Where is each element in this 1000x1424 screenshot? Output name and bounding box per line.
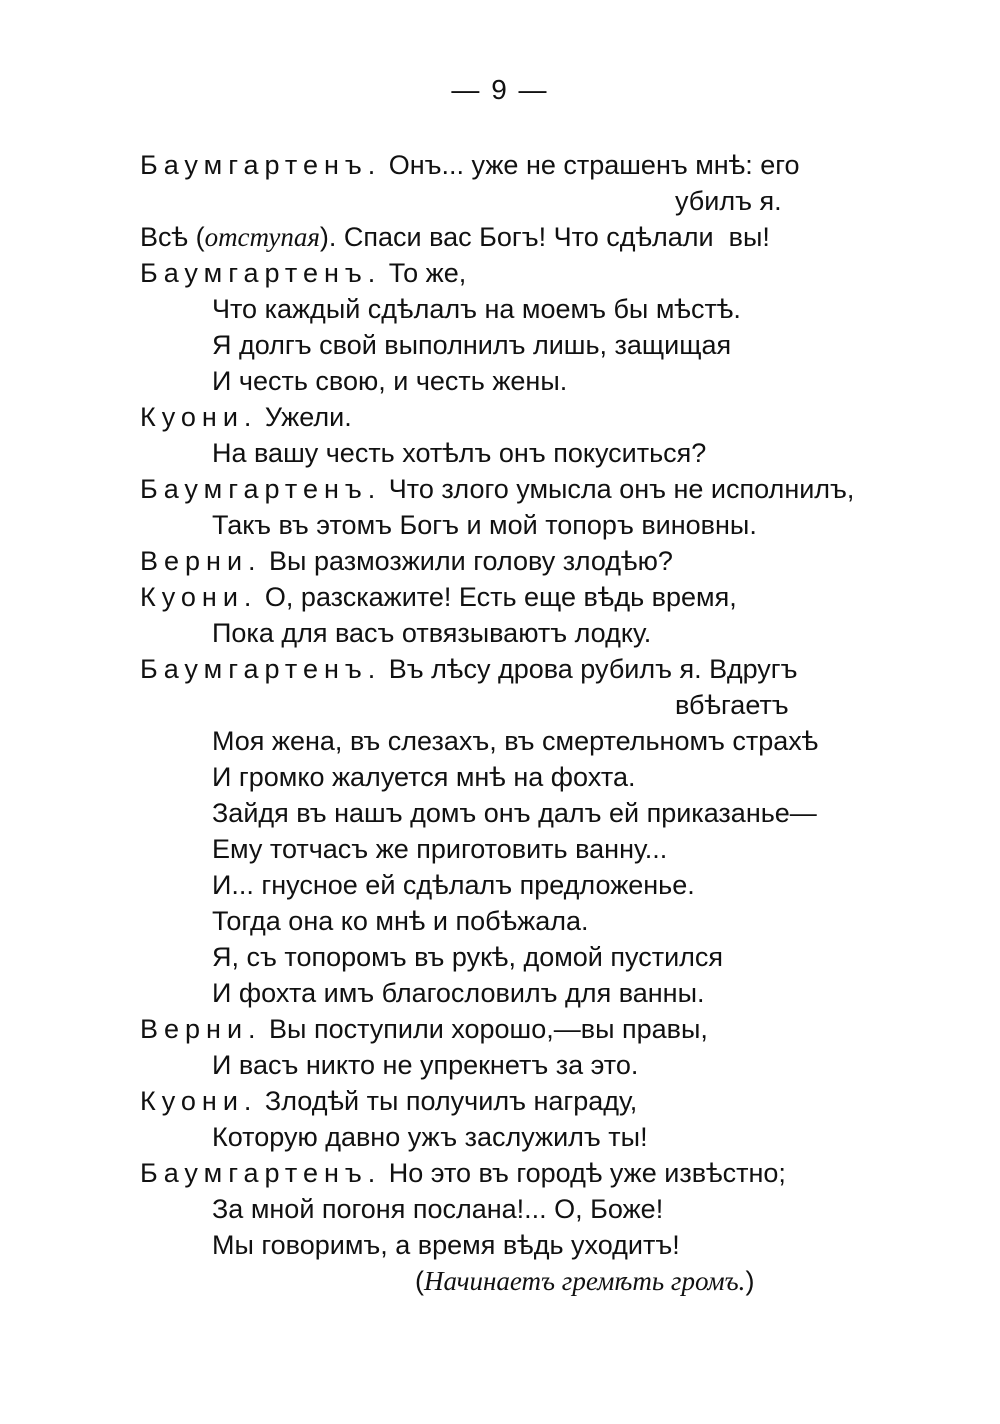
speaker-name: Куони. (140, 1086, 258, 1116)
line-26 (212, 1048, 638, 1082)
line-24 (212, 976, 704, 1010)
line-text: Но это въ городѣ уже извѣстно; (381, 1158, 786, 1188)
speaker-name: Баумгартенъ. (140, 150, 382, 180)
line-16 (675, 688, 789, 722)
line-text: Ему тотчасъ же приготовить ванну... (212, 834, 668, 864)
line-11 (212, 508, 757, 542)
line-text: убилъ я. (675, 186, 782, 216)
line-6 (212, 328, 731, 362)
line-text: И... гнусное ей сдѣлалъ предложенье. (212, 870, 695, 900)
page-number: — 9 — (451, 74, 549, 105)
line-31 (212, 1228, 680, 1262)
speaker-name: Куони. (140, 582, 258, 612)
line-21 (212, 868, 695, 902)
line-30 (212, 1192, 663, 1226)
line-7 (212, 364, 567, 398)
line-text: Злодѣй ты получилъ награду, (257, 1086, 638, 1116)
line-13 (140, 580, 737, 614)
line-text: И васъ никто не упрекнетъ за это. (212, 1050, 639, 1080)
line-text: Что злого умысла онъ не исполнилъ, (381, 474, 855, 504)
line-text: Что каждый сдѣлалъ на моемъ бы мѣстѣ. (212, 294, 741, 324)
line-28 (212, 1120, 648, 1154)
speaker-name: Верни. (140, 1014, 262, 1044)
stage-direction: Начинаетъ гремѣть громъ. (424, 1266, 746, 1296)
line-text: Вы поступили хорошо,—вы правы, (261, 1014, 708, 1044)
line-17 (212, 724, 818, 758)
speaker-name: Баумгартенъ. (140, 474, 382, 504)
line-2 (675, 184, 782, 218)
line-text: Мы говоримъ, а время вѣдь уходитъ! (212, 1230, 680, 1260)
line-text: ( (415, 1266, 424, 1296)
line-27 (140, 1084, 637, 1118)
line-23 (212, 940, 723, 974)
line-18 (212, 760, 635, 794)
line-12 (140, 544, 673, 578)
speaker-name: Баумгартенъ. (140, 654, 382, 684)
line-text: Я, съ топоромъ въ рукѣ, домой пустился (212, 942, 724, 972)
line-19 (212, 796, 817, 830)
speaker-name: Куони. (140, 402, 258, 432)
line-text: Вы размозжили голову злодѣю? (261, 546, 673, 576)
line-text: Которую давно ужъ заслужилъ ты! (212, 1122, 648, 1152)
line-3 (140, 220, 770, 254)
line-8 (140, 400, 352, 434)
line-text: Онъ... уже не страшенъ мнѣ: его (381, 150, 800, 180)
line-5 (212, 292, 741, 326)
line-text: И честь свою, и честь жены. (212, 366, 568, 396)
stage-direction: отступая (204, 222, 320, 252)
line-15 (140, 652, 798, 686)
speaker-name: Баумгартенъ. (140, 258, 382, 288)
line-text: Тогда она ко мнѣ и побѣжала. (212, 906, 589, 936)
line-text: За мной погоня послана!... О, Боже! (212, 1194, 664, 1224)
line-text: Я долгъ свой выполнилъ лишь, защищая (212, 330, 732, 360)
stage-direction-line (415, 1264, 754, 1298)
line-1 (140, 148, 800, 182)
line-text: Такъ въ этомъ Богъ и мой топоръ виновны. (212, 510, 757, 540)
line-20 (212, 832, 667, 866)
line-text: ). Спаси вас Богъ! Что сдѣлали вы! (319, 222, 770, 252)
line-text: То же, (381, 258, 467, 288)
line-text: На вашу честь хотѣлъ онъ покуситься? (212, 438, 707, 468)
line-text: ) (745, 1266, 755, 1296)
line-text: Ужели. (257, 402, 352, 432)
line-9 (212, 436, 706, 470)
line-text: Зайдя въ нашъ домъ онъ далъ ей приказанье— (212, 798, 817, 828)
line-text: О, разскажите! Есть еще вѣдь время, (257, 582, 737, 612)
line-14 (212, 616, 651, 650)
speaker-name: Всѣ (140, 222, 189, 252)
line-text: вбѣгаетъ (675, 690, 789, 720)
line-29 (140, 1156, 786, 1190)
line-text: ( (188, 222, 205, 252)
line-25 (140, 1012, 708, 1046)
speaker-name: Верни. (140, 546, 262, 576)
line-text: И фохта имъ благословилъ для ванны. (212, 978, 705, 1008)
line-text: Пока для васъ отвязываютъ лодку. (212, 618, 652, 648)
line-text: И громко жалуется мнѣ на фохта. (212, 762, 636, 792)
speaker-name: Баумгартенъ. (140, 1158, 382, 1188)
line-text: Моя жена, въ слезахъ, въ смертельномъ страхѣ (212, 726, 819, 756)
line-text: Въ лѣсу дрова рубилъ я. Вдругъ (381, 654, 798, 684)
line-4 (140, 256, 466, 290)
line-22 (212, 904, 588, 938)
line-10 (140, 472, 854, 506)
